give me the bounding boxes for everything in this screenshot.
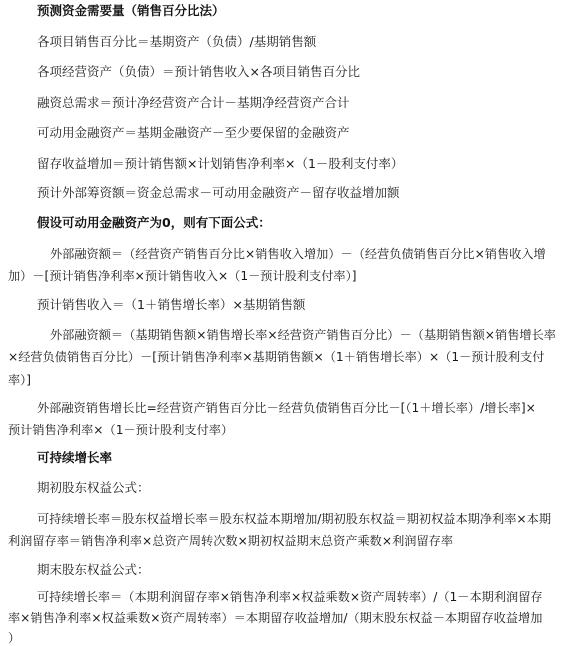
formula-financing-growth-ratio-line2: 预计销售净利率×（1－预计股利支付率） xyxy=(8,423,234,437)
formula-external-financing-a-line1: 外部融资额＝（经营资产销售百分比×销售收入增加）－（经营负债销售百分比×销售收入增 xyxy=(50,247,546,261)
formula-item-sales-percentage: 各项目销售百分比＝基期资产（负债）/基期销售额 xyxy=(37,34,317,49)
formula-total-financing-need: 融资总需求＝预计净经营资产合计－基期净经营资产合计 xyxy=(37,95,350,110)
section-title-sustainable-growth: 可持续增长率 xyxy=(37,450,113,465)
subtitle-closing-equity: 期末股东权益公式： xyxy=(37,562,150,577)
formula-retained-earnings-increase: 留存收益增加＝预计销售额×计划销售净利率×（1－股利支付率） xyxy=(37,156,404,171)
formula-external-financing-b-line2: ×经营负债销售百分比）－[预计销售净利率×基期销售额×（1＋销售增长率）×（1－预计股利支付 xyxy=(8,350,545,364)
formula-usable-financial-assets: 可动用金融资产＝基期金融资产－至少要保留的金融资产 xyxy=(37,125,350,140)
section-title-forecast-funding: 预测资金需要量（销售百分比法） xyxy=(37,3,225,18)
formula-external-financing: 预计外部筹资额＝资金总需求－可动用金融资产－留存收益增加额 xyxy=(37,185,400,200)
section-title-assumption: 假设可动用金融资产为0，则有下面公式： xyxy=(37,215,271,230)
subtitle-opening-equity: 期初股东权益公式： xyxy=(37,480,150,495)
formula-sustainable-growth-closing-line1: 可持续增长率＝（本期利润留存率×销售净利率×权益乘数×资产周转率）/（1－本期利润留存 xyxy=(37,590,543,604)
formula-projected-sales: 预计销售收入＝（1＋销售增长率）×基期销售额 xyxy=(37,297,306,312)
formula-sustainable-growth-opening-line2: 利润留存率＝销售净利率×总资产周转次数×期初权益期末总资产乘数×利润留存率 xyxy=(8,534,454,548)
formula-sustainable-growth-opening-line1: 可持续增长率＝股东权益增长率＝股东权益本期增加/期初股东权益＝期初权益本期净利率×本期 xyxy=(37,512,552,526)
formula-sustainable-growth-closing-line2: 率×销售净利率×权益乘数×资产周转率）＝本期留存收益增加/（期末股东权益－本期留存收益增加 xyxy=(8,611,543,625)
formula-external-financing-a-line2: 加）－[预计销售净利率×预计销售收入×（1－预计股利支付率）] xyxy=(8,269,357,283)
formula-external-financing-b-line1: 外部融资额＝（基期销售额×销售增长率×经营资产销售百分比）－（基期销售额×销售增长率 xyxy=(50,328,556,342)
formula-sustainable-growth-closing-line3: ） xyxy=(8,631,21,645)
formula-financing-growth-ratio-line1: 外部融资销售增长比=经营资产销售百分比－经营负债销售百分比－[（1＋增长率）/增长率]× xyxy=(37,401,536,415)
formula-external-financing-b-line3: 率）] xyxy=(8,373,32,387)
formula-operating-assets: 各项经营资产（负债）＝预计销售收入×各项目销售百分比 xyxy=(37,64,360,79)
